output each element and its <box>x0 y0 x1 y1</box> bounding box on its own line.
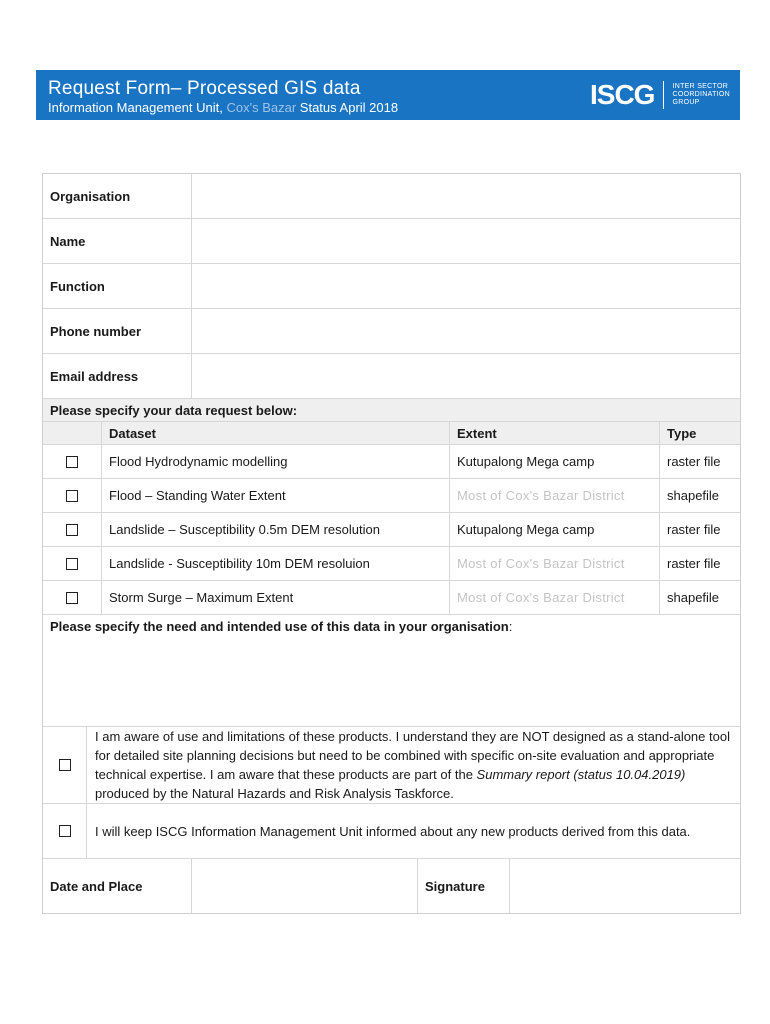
awareness-row <box>43 726 740 803</box>
request-form <box>42 173 741 914</box>
dataset-extent: Most of Cox's Bazar District <box>450 581 660 614</box>
awareness-text-end: produced by the Natural Hazards and Risk Analysis Taskforce. <box>95 786 454 801</box>
request-section-title: Please specify your data request below: <box>43 398 740 421</box>
function-input[interactable] <box>192 264 740 308</box>
dataset-type: raster file <box>667 454 721 469</box>
name-input[interactable] <box>192 219 740 263</box>
organisation-input[interactable] <box>192 174 740 218</box>
dataset-checkbox[interactable] <box>66 558 78 570</box>
logo-line-1: INTER SECTOR <box>672 83 729 90</box>
table-row <box>43 478 740 512</box>
dataset-checkbox[interactable] <box>66 490 78 502</box>
dataset-type: raster file <box>667 522 721 537</box>
organisation-label: Organisation <box>43 174 192 218</box>
table-row <box>43 580 740 614</box>
keep-informed-checkbox[interactable] <box>59 825 71 837</box>
dataset-name: Flood Hydrodynamic modelling <box>102 445 450 478</box>
dataset-name: Flood – Standing Water Extent <box>102 479 450 512</box>
table-row <box>43 546 740 580</box>
dataset-checkbox[interactable] <box>66 524 78 536</box>
logo-text <box>672 83 730 107</box>
subtitle-location: Cox's Bazar <box>226 100 297 115</box>
header-check-cell <box>43 422 102 444</box>
dataset-type: shapefile <box>667 488 720 503</box>
intended-use-colon: : <box>508 619 513 634</box>
form-title: Request Form– Processed GIS data <box>48 78 361 99</box>
email-label: Email address <box>43 354 192 398</box>
awareness-checkbox[interactable] <box>59 759 71 771</box>
field-row-organisation <box>43 174 740 218</box>
type-column-header: Type <box>667 425 697 441</box>
summary-report-ref: Summary report (status 10.04.2019) <box>476 767 686 782</box>
phone-input[interactable] <box>192 309 740 353</box>
field-row-function <box>43 263 740 308</box>
dataset-name: Storm Surge – Maximum Extent <box>102 581 450 614</box>
request-table-header <box>43 421 740 444</box>
dataset-type: shapefile <box>667 590 720 605</box>
dataset-checkbox-cell <box>43 581 102 614</box>
form-subtitle <box>48 100 398 115</box>
intended-use-field[interactable] <box>43 614 740 726</box>
subtitle-status: Status April 2018 <box>299 100 399 115</box>
date-place-label: Date and Place <box>43 859 192 913</box>
logo-line-2: COORDINATION <box>672 91 730 98</box>
keep-informed-statement: I will keep ISCG Information Management Unit informed about any new products derived from this data. <box>95 823 691 839</box>
name-label: Name <box>43 219 192 263</box>
dataset-checkbox[interactable] <box>66 592 78 604</box>
logo-divider <box>663 81 664 109</box>
function-label: Function <box>43 264 192 308</box>
subtitle-unit: Information Management Unit, <box>48 100 223 115</box>
keep-informed-row <box>43 803 740 858</box>
awareness-checkbox-cell <box>43 727 87 803</box>
dataset-name: Landslide - Susceptibility 10m DEM resoluion <box>102 547 450 580</box>
intended-use-label: Please specify the need and intended use of this data in your organisation <box>50 619 509 634</box>
dataset-checkbox[interactable] <box>66 456 78 468</box>
dataset-extent: Kutupalong Mega camp <box>450 445 660 478</box>
signature-input[interactable] <box>510 859 740 913</box>
logo-mark: ISCG <box>590 79 655 110</box>
dataset-extent: Kutupalong Mega camp <box>450 513 660 546</box>
field-row-name <box>43 218 740 263</box>
dataset-column-header: Dataset <box>102 422 450 444</box>
iscg-logo <box>590 79 730 111</box>
field-row-email <box>43 353 740 398</box>
table-row <box>43 512 740 546</box>
email-input[interactable] <box>192 354 740 398</box>
extent-column-header: Extent <box>450 422 660 444</box>
dataset-checkbox-cell <box>43 547 102 580</box>
dataset-extent: Most of Cox's Bazar District <box>450 547 660 580</box>
phone-label: Phone number <box>43 309 192 353</box>
awareness-text: I am aware of use and limitations of these products. I understand they are NOT designed as a stand-alone tool for detailed site planning decisions but need to be combined with specific on-site evaluation and appropriate technical expertise. I am aware that these products are part of the <box>95 729 730 782</box>
awareness-statement <box>87 727 740 803</box>
dataset-checkbox-cell <box>43 445 102 478</box>
signature-row <box>43 858 740 913</box>
keep-informed-checkbox-cell <box>43 804 87 858</box>
field-row-phone <box>43 308 740 353</box>
signature-label: Signature <box>418 859 510 913</box>
date-place-input[interactable] <box>192 859 418 913</box>
dataset-checkbox-cell <box>43 513 102 546</box>
table-row <box>43 444 740 478</box>
dataset-extent: Most of Cox's Bazar District <box>450 479 660 512</box>
dataset-name: Landslide – Susceptibility 0.5m DEM resolution <box>102 513 450 546</box>
dataset-type: raster file <box>667 556 721 571</box>
header-banner <box>36 70 740 120</box>
logo-line-3: GROUP <box>672 99 700 106</box>
dataset-checkbox-cell <box>43 479 102 512</box>
